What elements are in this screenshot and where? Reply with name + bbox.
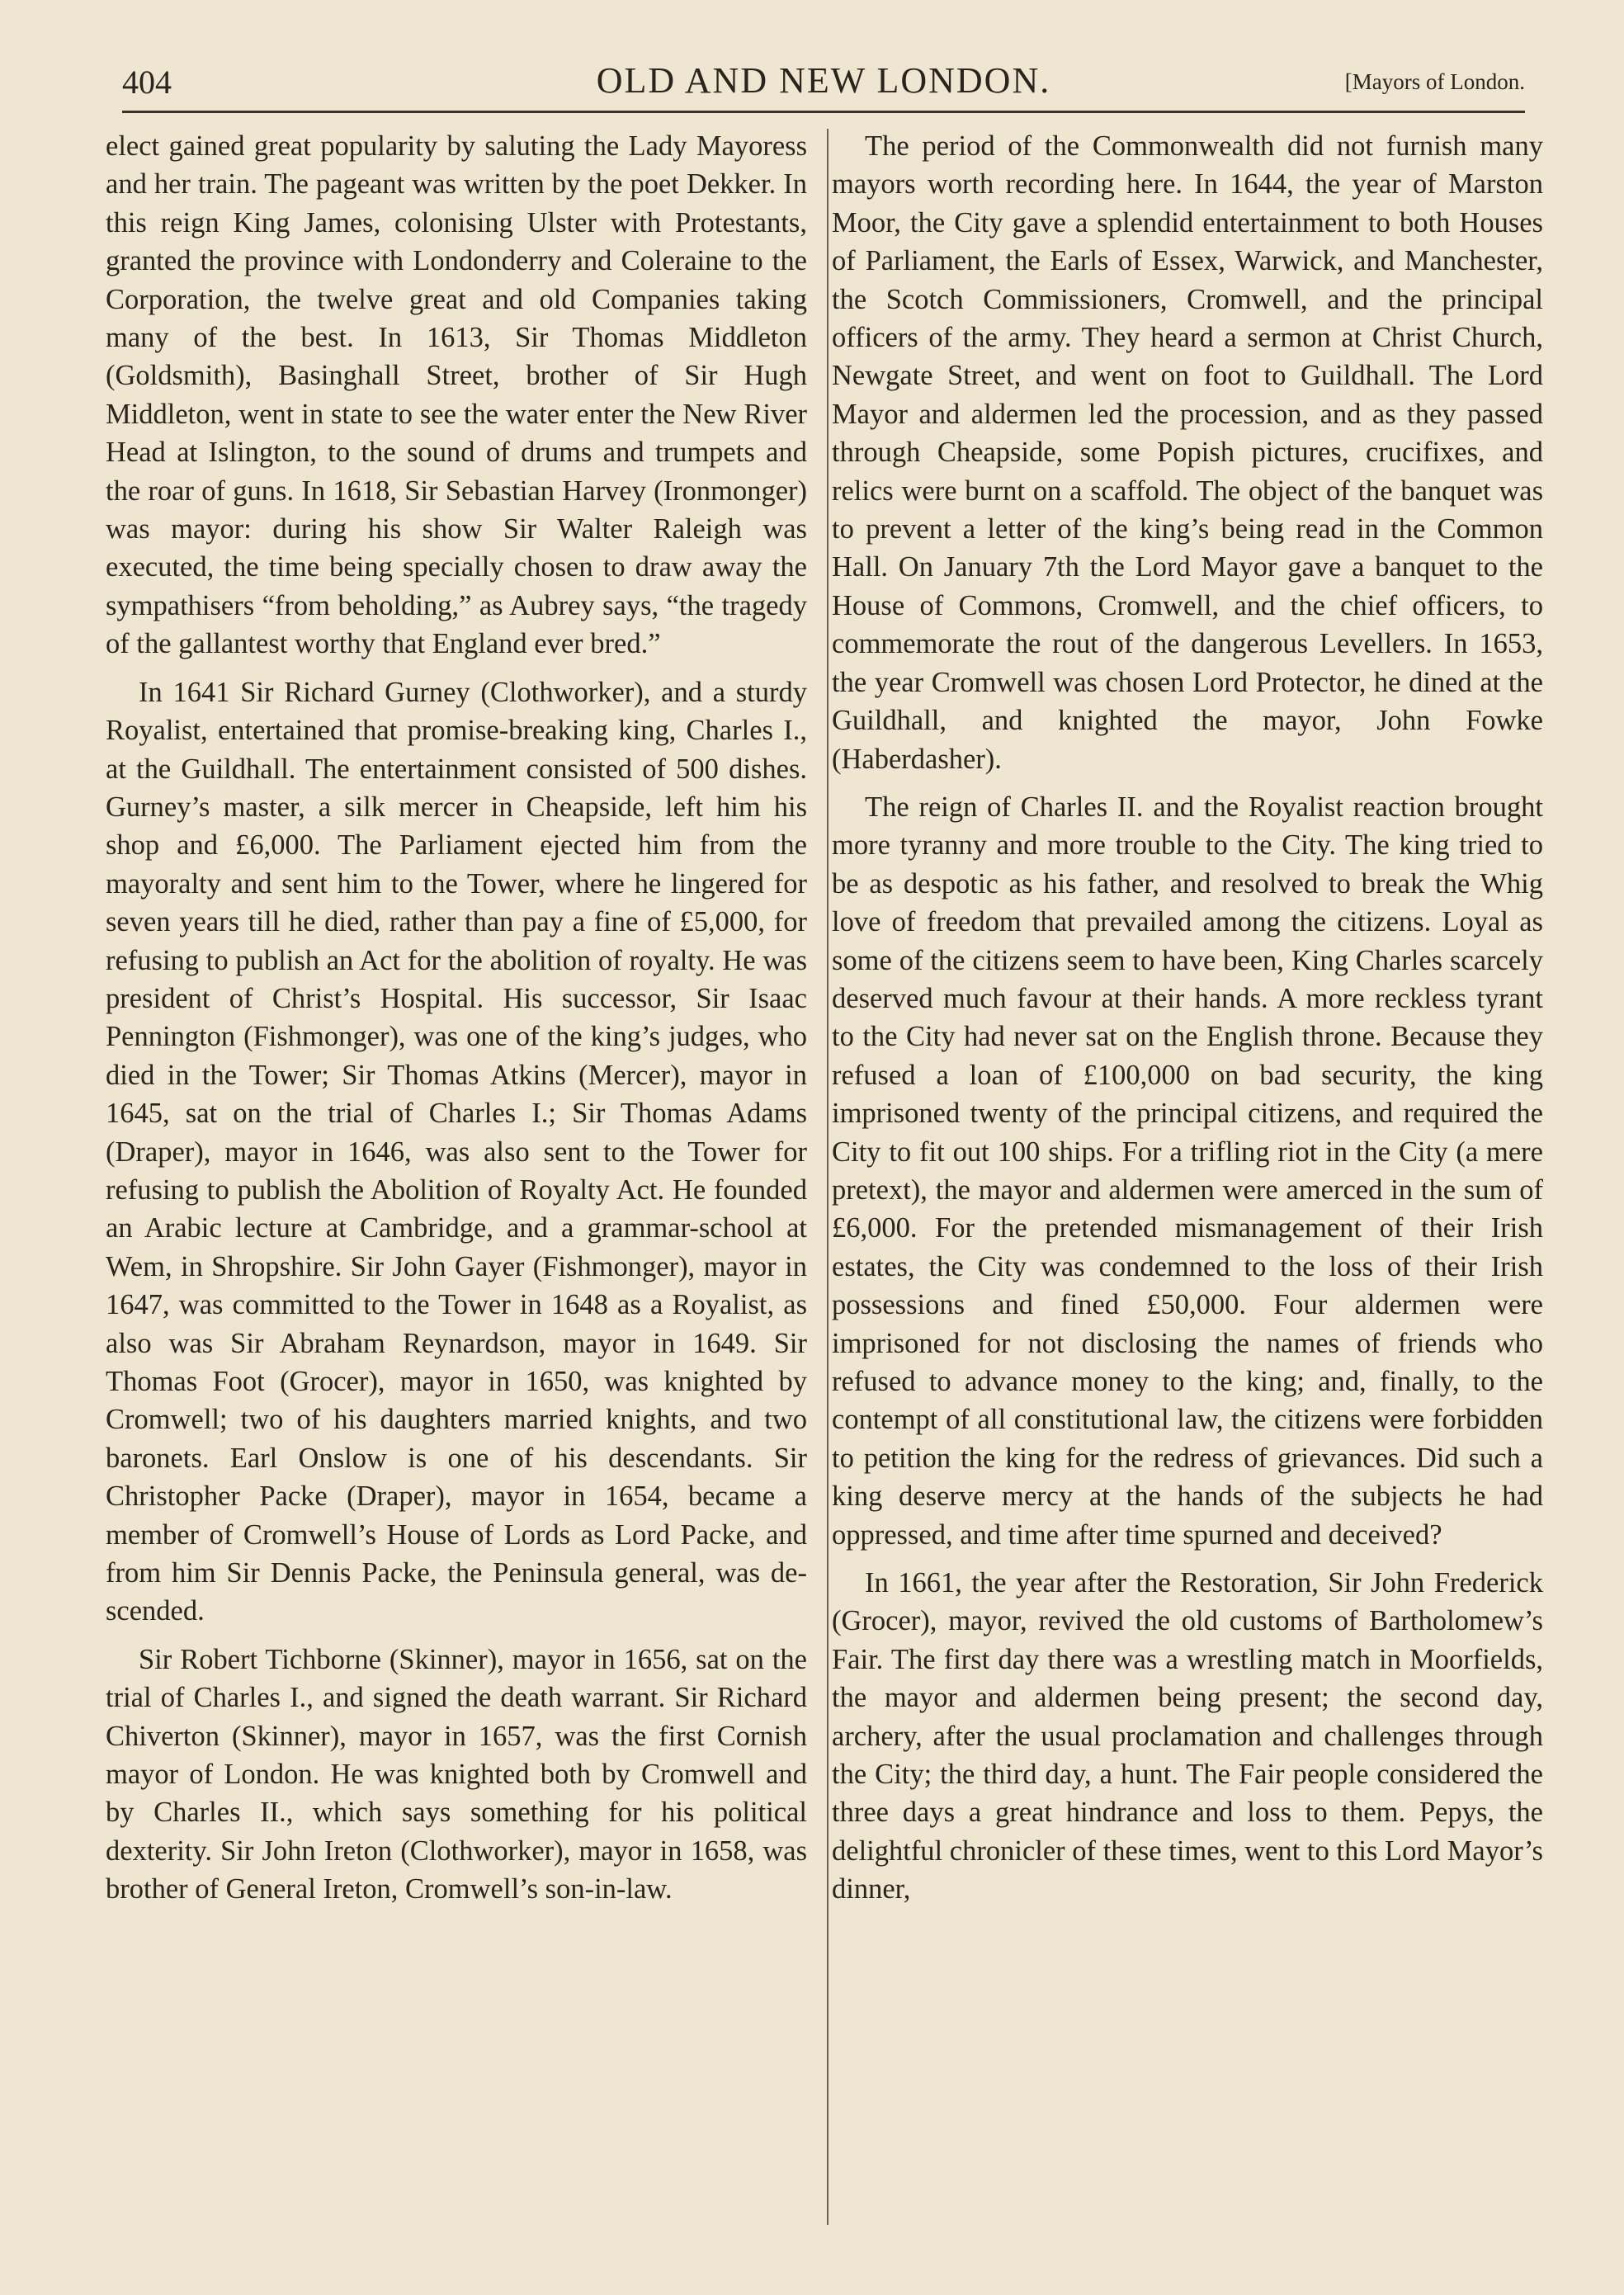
paragraph: The period of the Commonwealth did not furnish many mayors worth recording here. In 1644, the year of Marston Moor, the City gave a splendid entertainment to both Houses of Parliament, the Earls of Essex, Warwick, and Manchester, the Scotch Commissioners, Cromwell, and the principal officers of the army. They heard a sermon at Christ Church, Newgate Street, and went on foot to Guildhall. The Lord Mayor and aldermen led the procession, and as they passed through Cheapside, some Popish pictures, crucifixes, and relics were burnt on a scaffold. The object of the banquet was to prevent a letter of the king’s being read in the Common Hall. On January 7th the Lord Mayor gave a banquet to the House of Commons, Cromwell, and the chief officers, to commemorate the rout of the dangerous Levellers. In 1653, the year Cromwell was chosen Lord Protector, he dined at the Guildhall, and knighted the mayor, John Fowke (Haberdasher). — [832, 130, 1543, 775]
running-title: OLD AND NEW LONDON. — [596, 60, 1051, 101]
paragraph: The reign of Charles II. and the Royalist reaction brought more tyranny and more trouble to the City. The king tried to be as despotic as his father, and resolved to break the Whig love of freedom that prevailed among the citizens. Loyal as some of the citizens seem to have been, King Charles scarcely deserved much favour at their hands. A more reckless tyrant to the City had never sat on the English throne. Because they refused a loan of £100,000 on bad security, the king imprisoned twenty of the principal citizens, and required the City to fit out 100 ships. For a trifling riot in the City (a mere pretext), the mayor and aldermen were amerced in the sum of £6,000. For the pretended mismanagement of their Irish estates, the City was condemned to the loss of their Irish possessions and fined £50,000. Four aldermen were imprisoned for not disclosing the names of friends who refused to advance money to the king; and, finally, to the contempt of all constitutional law, the citizens were forbidden to petition the king for the redress of grievances. Did such a king deserve mercy at the hands of the subjects he had oppressed, and time after time spurned and deceived? — [832, 791, 1543, 1551]
section-title: [Mayors of London. — [1344, 69, 1525, 94]
left-column — [106, 127, 807, 2240]
header-rule — [122, 111, 1525, 113]
right-column — [832, 127, 1543, 2240]
paragraph: elect gained great popularity by saluting the Lady Mayoress and her train. The pageant was written by the poet Dekker. In this reign King James, colonising Ulster with Protestants, granted the province with Londonderry and Coleraine to the Corporation, the twelve great and old Companies taking many of the best. In 1613, Sir Thomas Middleton (Goldsmith), Basinghall Street, brother of Sir Hugh Middleton, went in state to see the water enter the New River Head at Islington, to the sound of drums and trumpets and the roar of guns. In 1618, Sir Sebastian Harvey (Ironmonger) was mayor: during his show Sir Walter Raleigh was executed, the time being specially chosen to draw away the sympathisers “from beholding,” as Aubrey says, “the tragedy of the gallantest worthy that England ever bred.” — [106, 130, 807, 660]
page-number: 404 — [122, 64, 172, 101]
paragraph: Sir Robert Tichborne (Skinner), mayor in 1656, sat on the trial of Charles I., and signed the death warrant. Sir Richard Chiverton (Skinner), mayor in 1657, was the first Cornish mayor of London. He was knighted both by Cromwell and by Charles II., which says something for his political dexterity. Sir John Ireton (Clothworker), mayor in 1658, was brother of General Ireton, Cromwell’s son-in-law. — [106, 1643, 807, 1905]
paragraph: In 1661, the year after the Restoration, Sir John Frederick (Grocer), mayor, revived the old customs of Bartholomew’s Fair. The first day there was a wrestling match in Moorfields, the mayor and aldermen being present; the second day, archery, after the usual proclamation and challenges through the City; the third day, a hunt. The Fair people considered the three days a great hindrance and loss to them. Pepys, the delightful chronicler of these times, went to this Lord Mayor’s dinner, — [832, 1567, 1543, 1905]
page-header — [122, 56, 1525, 106]
column-divider — [827, 129, 829, 2225]
paragraph: In 1641 Sir Richard Gurney (Clothworker), and a sturdy Royalist, entertained that promise-breaking king, Charles I., at the Guildhall. The entertainment consisted of 500 dishes. Gurney’s master, a silk mercer in Cheapside, left him his shop and £6,000. The Parliament ejected him from the mayoralty and sent him to the Tower, where he lingered for seven years till he died, rather than pay a fine of £5,000, for refusing to publish an Act for the abolition of royalty. He was president of Christ’s Hospital. His successor, Sir Isaac Pennington (Fishmonger), was one of the king’s judges, who died in the Tower; Sir Thomas Atkins (Mercer), mayor in 1645, sat on the trial of Charles I.; Sir Thomas Adams (Draper), mayor in 1646, was also sent to the Tower for refusing to publish the Abolition of Royalty Act. He founded an Arabic lecture at Cambridge, and a grammar-school at Wem, in Shropshire. Sir John Gayer (Fishmonger), mayor in 1647, was committed to the Tower in 1648 as a Royalist, as also was Sir Abraham Reynardson, mayor in 1649. Sir Thomas Foot (Grocer), mayor in 1650, was knighted by Cromwell; two of his daughters married knights, and two baronets. Earl Onslow is one of his descendants. Sir Christopher Packe (Draper), mayor in 1654, became a member of Cromwell’s House of Lords as Lord Packe, and from him Sir Dennis Packe, the Peninsula general, was descended. — [106, 676, 807, 1627]
